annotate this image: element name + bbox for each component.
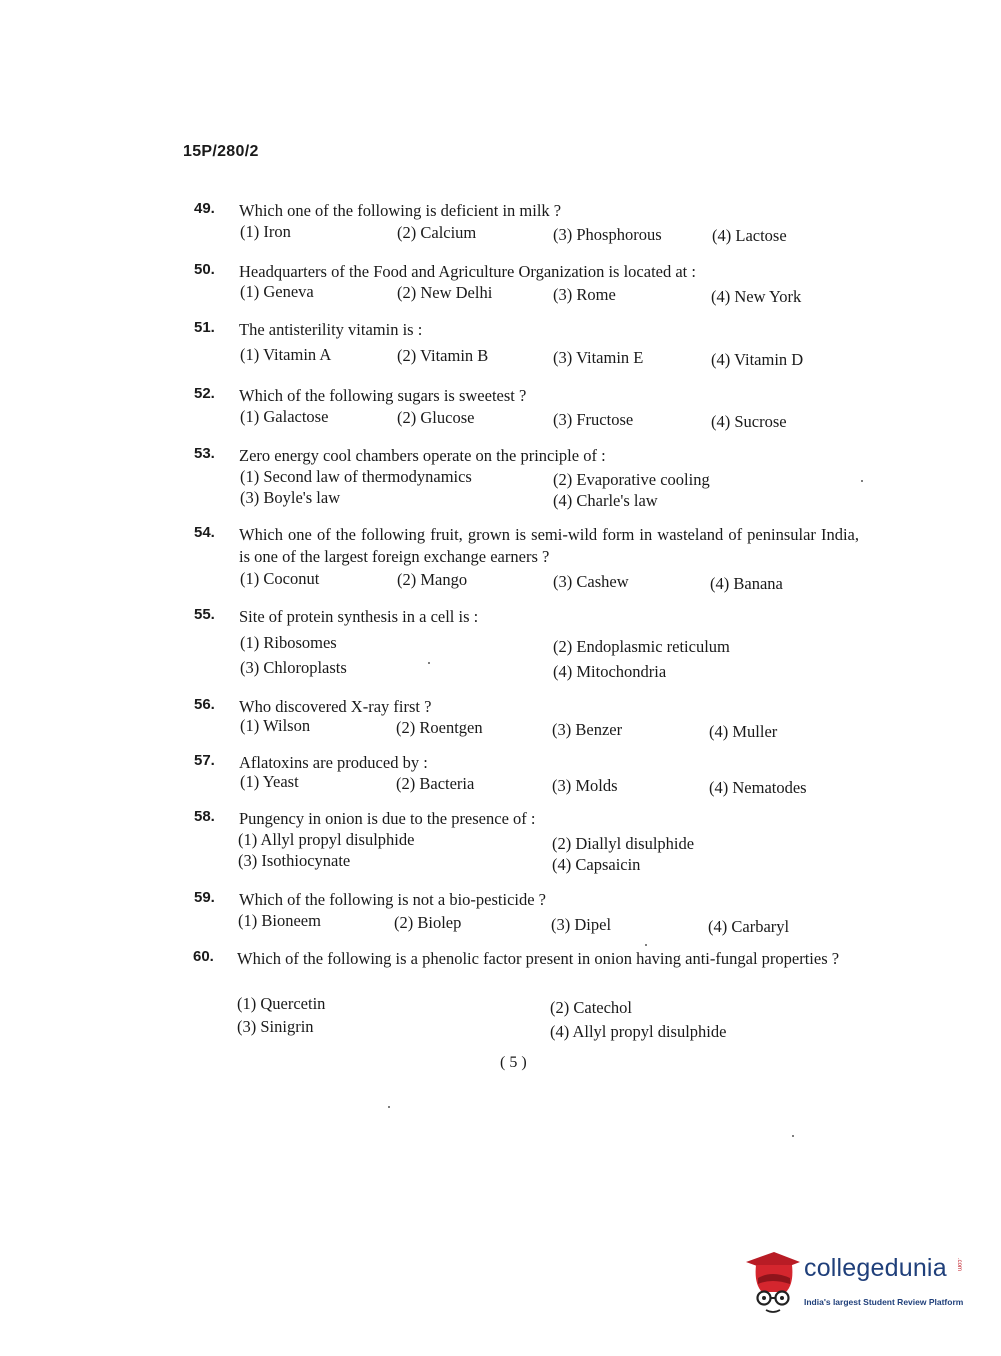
option-4: (4) New York xyxy=(711,287,802,306)
option-2: (2) Glucose xyxy=(397,408,475,427)
option-4: (4) Allyl propyl disulphide xyxy=(550,1022,727,1041)
option-3: (3) Rome xyxy=(553,285,616,304)
option-4: (4) Charle's law xyxy=(553,491,658,510)
logo-domain-suffix: .com xyxy=(956,1258,962,1272)
option-4: (4) Muller xyxy=(709,722,778,741)
option-1: (1) Vitamin A xyxy=(240,345,332,364)
question-number: 57. xyxy=(194,752,215,769)
question-text: Zero energy cool chambers operate on the principle of : xyxy=(239,446,606,465)
option-1: (1) Galactose xyxy=(240,407,329,426)
question-number: 55. xyxy=(194,606,215,623)
option-1: (1) Quercetin xyxy=(237,994,326,1013)
option-2: (2) Endoplasmic reticulum xyxy=(553,637,730,656)
question-number: 53. xyxy=(194,445,215,462)
page-number: ( 5 ) xyxy=(500,1054,527,1071)
question-text: Which one of the following is deficient in milk ? xyxy=(239,201,562,220)
option-1: (1) Geneva xyxy=(240,282,314,301)
question-number: 58. xyxy=(194,808,215,825)
question-text: Aflatoxins are produced by : xyxy=(239,753,428,772)
option-4: (4) Banana xyxy=(710,574,783,593)
option-3: (3) Chloroplasts xyxy=(240,658,347,677)
option-1: (1) Allyl propyl disulphide xyxy=(238,830,415,849)
question-text: Site of protein synthesis in a cell is : xyxy=(239,607,479,626)
option-3: (3) Benzer xyxy=(552,720,623,739)
option-4: (4) Nematodes xyxy=(709,778,807,797)
option-1: (1) Coconut xyxy=(240,569,320,588)
option-2: (2) Evaporative cooling xyxy=(553,470,710,489)
option-2: (2) New Delhi xyxy=(397,283,493,302)
option-3: (3) Fructose xyxy=(553,410,634,429)
option-3: (3) Vitamin E xyxy=(553,348,644,367)
question-text: Who discovered X-ray first ? xyxy=(239,697,432,716)
question-number: 51. xyxy=(194,319,215,336)
option-4: (4) Mitochondria xyxy=(553,662,667,681)
option-2: (2) Biolep xyxy=(394,913,462,932)
option-4: (4) Vitamin D xyxy=(711,350,804,369)
option-2: (2) Vitamin B xyxy=(397,346,489,365)
option-4: (4) Carbaryl xyxy=(708,917,790,936)
scan-speck xyxy=(428,662,430,664)
scan-speck xyxy=(792,1135,794,1137)
option-3: (3) Isothiocynate xyxy=(238,851,351,870)
option-1: (1) Wilson xyxy=(240,716,311,735)
question-text: Which of the following sugars is sweetest ? xyxy=(239,386,527,405)
collegedunia-logo xyxy=(742,1248,972,1318)
paper-code: 15P/280/2 xyxy=(183,143,259,160)
logo-tagline: India's largest Student Review Platform xyxy=(804,1297,964,1307)
option-4: (4) Sucrose xyxy=(711,412,787,431)
option-1: (1) Second law of thermodynamics xyxy=(240,467,472,486)
option-2: (2) Bacteria xyxy=(396,774,475,793)
option-3: (3) Phosphorous xyxy=(553,225,662,244)
option-1: (1) Ribosomes xyxy=(240,633,337,652)
question-text: Headquarters of the Food and Agriculture Organization is located at : xyxy=(239,262,696,281)
question-text: Which of the following is a phenolic factor present in onion having anti-fungal properties ? xyxy=(237,949,840,968)
question-number: 52. xyxy=(194,385,215,402)
question-number: 56. xyxy=(194,696,215,713)
option-1: (1) Bioneem xyxy=(238,911,321,930)
option-3: (3) Sinigrin xyxy=(237,1017,314,1036)
option-1: (1) Iron xyxy=(240,222,291,241)
option-3: (3) Boyle's law xyxy=(240,488,341,507)
question-number: 54. xyxy=(194,524,215,541)
question-number: 50. xyxy=(194,261,215,278)
option-2: (2) Mango xyxy=(397,570,468,589)
scan-speck xyxy=(645,944,647,946)
question-text: The antisterility vitamin is : xyxy=(239,320,423,339)
option-2: (2) Catechol xyxy=(550,998,633,1017)
option-3: (3) Dipel xyxy=(551,915,612,934)
option-3: (3) Cashew xyxy=(553,572,629,591)
scan-speck xyxy=(861,480,863,482)
question-text: Which one of the following fruit, grown is semi-wild form in wasteland of peninsular India, is one of the largest foreign exchange earners ? xyxy=(239,525,859,566)
question-number: 59. xyxy=(194,889,215,906)
question-number: 49. xyxy=(194,200,215,217)
question-text: Pungency in onion is due to the presence of : xyxy=(239,809,536,828)
option-4: (4) Capsaicin xyxy=(552,855,641,874)
option-3: (3) Molds xyxy=(552,776,618,795)
option-4: (4) Lactose xyxy=(712,226,787,245)
option-1: (1) Yeast xyxy=(240,772,299,791)
mascot-icon xyxy=(742,1248,802,1318)
option-2: (2) Roentgen xyxy=(396,718,483,737)
question-number: 60. xyxy=(193,948,214,965)
question-text: Which of the following is not a bio-pesticide ? xyxy=(239,890,547,909)
option-2: (2) Diallyl disulphide xyxy=(552,834,695,853)
scan-speck xyxy=(388,1106,390,1108)
option-2: (2) Calcium xyxy=(397,223,477,242)
logo-wordmark: collegedunia xyxy=(804,1254,947,1282)
